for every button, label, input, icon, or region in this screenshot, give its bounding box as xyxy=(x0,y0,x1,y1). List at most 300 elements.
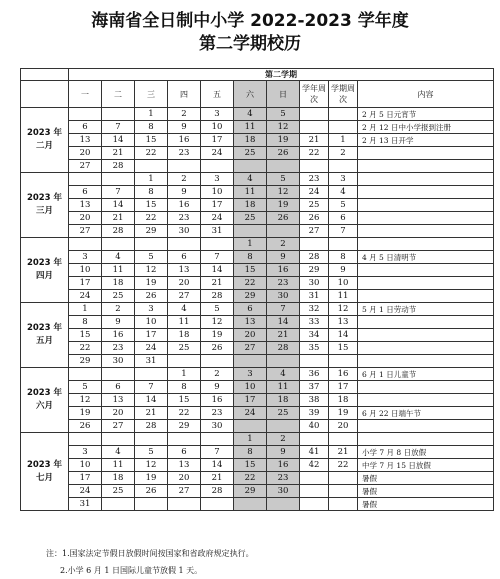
school-week-cell: 41 xyxy=(300,446,329,459)
day-cell: 26 xyxy=(135,290,168,303)
day-cell xyxy=(267,355,300,368)
day-cell: 5 xyxy=(267,108,300,121)
day-cell: 1 xyxy=(135,173,168,186)
day-cell: 28 xyxy=(267,342,300,355)
day-cell xyxy=(267,420,300,433)
day-cell: 22 xyxy=(234,277,267,290)
table-row xyxy=(21,407,494,420)
day-cell: 10 xyxy=(234,381,267,394)
day-cell: 2 xyxy=(267,238,300,251)
day-cell: 25 xyxy=(102,290,135,303)
content-cell xyxy=(358,212,494,225)
term-week-cell: 7 xyxy=(329,225,358,238)
day-cell xyxy=(69,433,102,446)
day-cell: 27 xyxy=(168,290,201,303)
day-cell: 21 xyxy=(267,329,300,342)
day-cell xyxy=(267,225,300,238)
term-week-cell: 8 xyxy=(329,251,358,264)
content-cell: 6 月 1 日儿童节 xyxy=(358,368,494,381)
day-cell: 11 xyxy=(102,264,135,277)
content-cell xyxy=(358,394,494,407)
day-cell: 5 xyxy=(201,303,234,316)
day-cell: 9 xyxy=(168,121,201,134)
footnote-2: 2.小学 6 月 1 日国际儿童节放假 1 天。 xyxy=(60,566,203,575)
day-cell: 30 xyxy=(267,290,300,303)
day-cell: 23 xyxy=(201,407,234,420)
day-cell: 20 xyxy=(168,472,201,485)
day-cell: 7 xyxy=(102,186,135,199)
day-cell: 18 xyxy=(102,472,135,485)
content-cell xyxy=(358,186,494,199)
day-cell: 27 xyxy=(234,342,267,355)
month-label: 2023 年 七月 xyxy=(21,433,69,511)
weekday-header-mon: 一 xyxy=(69,81,102,108)
day-cell: 10 xyxy=(201,121,234,134)
day-cell: 29 xyxy=(168,420,201,433)
day-cell: 11 xyxy=(168,316,201,329)
day-cell: 6 xyxy=(69,186,102,199)
school-week-cell: 34 xyxy=(300,329,329,342)
table-row xyxy=(21,316,494,329)
day-cell: 15 xyxy=(135,134,168,147)
term-week-header: 学期周次 xyxy=(329,81,358,108)
content-cell xyxy=(358,173,494,186)
day-cell: 23 xyxy=(102,342,135,355)
term-week-cell: 20 xyxy=(329,420,358,433)
footnotes xyxy=(46,545,254,579)
term-week-cell: 15 xyxy=(329,342,358,355)
day-cell: 19 xyxy=(135,277,168,290)
term-week-cell xyxy=(329,433,358,446)
school-week-cell: 30 xyxy=(300,277,329,290)
day-cell xyxy=(69,238,102,251)
term-week-cell: 4 xyxy=(329,186,358,199)
day-cell: 11 xyxy=(102,459,135,472)
day-cell: 7 xyxy=(201,446,234,459)
day-cell: 20 xyxy=(168,277,201,290)
day-cell: 9 xyxy=(168,186,201,199)
day-cell: 17 xyxy=(234,394,267,407)
month-header xyxy=(21,81,69,108)
day-cell: 17 xyxy=(201,199,234,212)
day-cell: 30 xyxy=(267,485,300,498)
day-cell: 25 xyxy=(234,147,267,160)
table-row xyxy=(21,303,494,316)
term-week-cell: 9 xyxy=(329,264,358,277)
school-week-cell: 26 xyxy=(300,212,329,225)
day-cell: 19 xyxy=(69,407,102,420)
day-cell: 10 xyxy=(69,459,102,472)
school-week-cell: 24 xyxy=(300,186,329,199)
day-cell xyxy=(102,173,135,186)
day-cell: 9 xyxy=(267,446,300,459)
day-cell: 22 xyxy=(135,147,168,160)
day-cell: 14 xyxy=(135,394,168,407)
day-cell: 2 xyxy=(168,108,201,121)
school-week-cell: 33 xyxy=(300,316,329,329)
day-cell: 28 xyxy=(201,485,234,498)
day-cell: 11 xyxy=(267,381,300,394)
table-row xyxy=(21,277,494,290)
day-cell: 14 xyxy=(102,199,135,212)
school-week-cell: 29 xyxy=(300,264,329,277)
content-cell: 2 月 13 日开学 xyxy=(358,134,494,147)
day-cell: 3 xyxy=(201,108,234,121)
day-cell: 8 xyxy=(135,121,168,134)
day-cell: 20 xyxy=(69,147,102,160)
day-cell: 12 xyxy=(201,316,234,329)
day-cell: 8 xyxy=(168,381,201,394)
table-row xyxy=(21,108,494,121)
day-cell: 24 xyxy=(201,212,234,225)
school-week-cell xyxy=(300,355,329,368)
table-row xyxy=(21,368,494,381)
day-cell xyxy=(102,433,135,446)
day-cell: 7 xyxy=(267,303,300,316)
day-cell: 24 xyxy=(69,290,102,303)
table-row xyxy=(21,290,494,303)
day-cell: 21 xyxy=(201,277,234,290)
table-row xyxy=(21,173,494,186)
day-cell: 17 xyxy=(201,134,234,147)
day-cell: 22 xyxy=(168,407,201,420)
term-week-cell xyxy=(329,485,358,498)
school-week-cell xyxy=(300,433,329,446)
day-cell: 16 xyxy=(267,459,300,472)
footnote-1: 注：1.国家法定节假日放假时间按国家和省政府规定执行。 xyxy=(46,549,254,558)
day-cell xyxy=(168,433,201,446)
content-cell: 2 月 12 日中小学报到注册 xyxy=(358,121,494,134)
table-row xyxy=(21,160,494,173)
day-cell: 5 xyxy=(267,173,300,186)
table-row xyxy=(21,355,494,368)
day-cell: 2 xyxy=(168,173,201,186)
day-cell: 23 xyxy=(267,472,300,485)
table-row xyxy=(21,238,494,251)
day-cell: 27 xyxy=(168,485,201,498)
day-cell: 25 xyxy=(267,407,300,420)
term-week-cell: 12 xyxy=(329,303,358,316)
content-cell: 小学 7 月 8 日放假 xyxy=(358,446,494,459)
day-cell xyxy=(267,160,300,173)
day-cell: 4 xyxy=(267,368,300,381)
weekday-header-fri: 五 xyxy=(201,81,234,108)
page-title: 海南省全日制中小学 2022-2023 学年度 xyxy=(91,11,409,31)
day-cell xyxy=(234,498,267,511)
term-week-cell xyxy=(329,108,358,121)
day-cell xyxy=(234,420,267,433)
day-cell: 1 xyxy=(135,108,168,121)
day-cell: 8 xyxy=(135,186,168,199)
day-cell: 12 xyxy=(267,121,300,134)
day-cell: 29 xyxy=(135,225,168,238)
day-cell: 24 xyxy=(69,485,102,498)
day-cell: 1 xyxy=(234,433,267,446)
day-cell xyxy=(201,160,234,173)
table-row xyxy=(21,212,494,225)
day-cell xyxy=(135,160,168,173)
day-cell xyxy=(102,238,135,251)
day-cell: 6 xyxy=(168,251,201,264)
day-cell: 25 xyxy=(168,342,201,355)
school-week-cell xyxy=(300,472,329,485)
day-cell: 17 xyxy=(69,277,102,290)
day-cell: 8 xyxy=(69,316,102,329)
day-cell: 17 xyxy=(135,329,168,342)
day-cell xyxy=(168,238,201,251)
day-cell xyxy=(234,225,267,238)
school-week-cell: 23 xyxy=(300,173,329,186)
day-cell: 6 xyxy=(69,121,102,134)
day-cell: 3 xyxy=(201,173,234,186)
content-cell: 中学 7 月 15 日放假 xyxy=(358,459,494,472)
school-week-cell xyxy=(300,160,329,173)
day-cell: 13 xyxy=(69,199,102,212)
day-cell: 15 xyxy=(234,264,267,277)
school-week-cell xyxy=(300,108,329,121)
content-cell: 暑假 xyxy=(358,472,494,485)
day-cell: 6 xyxy=(168,446,201,459)
day-cell: 29 xyxy=(69,355,102,368)
school-calendar-table xyxy=(20,68,494,511)
day-cell: 21 xyxy=(102,147,135,160)
school-week-header: 学年周次 xyxy=(300,81,329,108)
day-cell: 26 xyxy=(267,147,300,160)
day-cell: 13 xyxy=(69,134,102,147)
content-cell xyxy=(358,277,494,290)
day-cell: 13 xyxy=(168,459,201,472)
day-cell: 18 xyxy=(267,394,300,407)
term-week-cell: 22 xyxy=(329,459,358,472)
content-cell: 暑假 xyxy=(358,498,494,511)
day-cell: 16 xyxy=(168,134,201,147)
day-cell: 4 xyxy=(234,108,267,121)
content-cell xyxy=(358,433,494,446)
day-cell: 12 xyxy=(135,459,168,472)
day-cell xyxy=(69,108,102,121)
table-row xyxy=(21,394,494,407)
content-cell: 6 月 22 日端午节 xyxy=(358,407,494,420)
day-cell: 1 xyxy=(234,238,267,251)
table-row xyxy=(21,186,494,199)
school-week-cell xyxy=(300,238,329,251)
day-cell: 19 xyxy=(267,199,300,212)
month-label: 2023 年 六月 xyxy=(21,368,69,433)
day-cell: 18 xyxy=(168,329,201,342)
school-week-cell: 22 xyxy=(300,147,329,160)
day-cell: 30 xyxy=(102,355,135,368)
content-header: 内容 xyxy=(358,81,494,108)
school-week-cell: 25 xyxy=(300,199,329,212)
day-cell: 20 xyxy=(102,407,135,420)
term-week-cell: 10 xyxy=(329,277,358,290)
table-row xyxy=(21,121,494,134)
term-week-cell: 13 xyxy=(329,316,358,329)
day-cell: 30 xyxy=(201,420,234,433)
day-cell: 13 xyxy=(234,316,267,329)
day-cell: 4 xyxy=(168,303,201,316)
term-week-cell: 5 xyxy=(329,199,358,212)
day-cell: 5 xyxy=(69,381,102,394)
month-label: 2023 年 四月 xyxy=(21,238,69,303)
day-cell: 28 xyxy=(201,290,234,303)
term-week-cell xyxy=(329,472,358,485)
school-week-cell xyxy=(300,121,329,134)
term-week-cell xyxy=(329,355,358,368)
term-week-cell xyxy=(329,121,358,134)
day-cell: 28 xyxy=(102,225,135,238)
day-cell: 31 xyxy=(135,355,168,368)
day-cell xyxy=(69,173,102,186)
content-cell xyxy=(358,381,494,394)
day-cell: 20 xyxy=(69,212,102,225)
table-row xyxy=(21,459,494,472)
day-cell: 12 xyxy=(135,264,168,277)
content-cell xyxy=(358,199,494,212)
day-cell: 21 xyxy=(135,407,168,420)
day-cell: 8 xyxy=(234,446,267,459)
day-cell: 7 xyxy=(102,121,135,134)
content-cell xyxy=(358,420,494,433)
day-cell: 24 xyxy=(201,147,234,160)
day-cell: 21 xyxy=(201,472,234,485)
day-cell xyxy=(102,108,135,121)
day-cell: 14 xyxy=(267,316,300,329)
day-cell: 7 xyxy=(201,251,234,264)
content-cell: 2 月 5 日元宵节 xyxy=(358,108,494,121)
day-cell: 9 xyxy=(267,251,300,264)
day-cell: 1 xyxy=(168,368,201,381)
weekday-header-sun: 日 xyxy=(267,81,300,108)
table-row xyxy=(21,329,494,342)
school-week-cell: 36 xyxy=(300,368,329,381)
day-cell xyxy=(234,160,267,173)
corner-cell xyxy=(21,69,69,81)
page-subtitle: 第二学期校历 xyxy=(199,34,301,54)
table-row xyxy=(21,251,494,264)
term-week-cell: 11 xyxy=(329,290,358,303)
day-cell: 2 xyxy=(102,303,135,316)
day-cell: 24 xyxy=(135,342,168,355)
day-cell: 15 xyxy=(168,394,201,407)
day-cell: 10 xyxy=(135,316,168,329)
day-cell: 15 xyxy=(69,329,102,342)
content-cell: 4 月 5 日清明节 xyxy=(358,251,494,264)
day-cell xyxy=(267,498,300,511)
day-cell xyxy=(201,355,234,368)
table-row xyxy=(21,498,494,511)
day-cell xyxy=(234,355,267,368)
day-cell xyxy=(201,238,234,251)
content-cell xyxy=(358,290,494,303)
weekday-header-wed: 三 xyxy=(135,81,168,108)
day-cell: 19 xyxy=(267,134,300,147)
term-week-cell xyxy=(329,160,358,173)
month-label: 2023 年 三月 xyxy=(21,173,69,238)
day-cell: 26 xyxy=(135,485,168,498)
day-cell: 26 xyxy=(201,342,234,355)
content-cell xyxy=(358,355,494,368)
day-cell: 16 xyxy=(267,264,300,277)
weekday-header-tue: 二 xyxy=(102,81,135,108)
table-row xyxy=(21,485,494,498)
semester-label: 第二学期 xyxy=(69,69,494,81)
term-week-cell: 17 xyxy=(329,381,358,394)
school-week-cell: 39 xyxy=(300,407,329,420)
school-week-cell: 31 xyxy=(300,290,329,303)
term-week-cell xyxy=(329,238,358,251)
table-row xyxy=(21,264,494,277)
school-week-cell: 28 xyxy=(300,251,329,264)
day-cell: 12 xyxy=(69,394,102,407)
school-week-cell xyxy=(300,485,329,498)
day-cell: 16 xyxy=(168,199,201,212)
table-row xyxy=(21,446,494,459)
day-cell xyxy=(168,355,201,368)
table-row xyxy=(21,472,494,485)
day-cell: 29 xyxy=(234,485,267,498)
day-cell: 11 xyxy=(234,186,267,199)
day-cell: 27 xyxy=(69,225,102,238)
day-cell xyxy=(168,160,201,173)
day-cell: 12 xyxy=(267,186,300,199)
day-cell: 18 xyxy=(234,134,267,147)
day-cell: 22 xyxy=(135,212,168,225)
day-cell: 18 xyxy=(102,277,135,290)
day-cell: 23 xyxy=(168,212,201,225)
day-cell: 23 xyxy=(267,277,300,290)
table-row xyxy=(21,381,494,394)
day-cell xyxy=(69,368,102,381)
table-row xyxy=(21,199,494,212)
day-cell: 6 xyxy=(102,381,135,394)
table-row xyxy=(21,147,494,160)
content-cell xyxy=(358,264,494,277)
day-cell: 15 xyxy=(135,199,168,212)
day-cell: 16 xyxy=(102,329,135,342)
day-cell: 14 xyxy=(201,264,234,277)
day-cell: 22 xyxy=(234,472,267,485)
day-cell: 3 xyxy=(69,446,102,459)
day-cell xyxy=(135,368,168,381)
day-cell: 2 xyxy=(201,368,234,381)
day-cell: 3 xyxy=(69,251,102,264)
school-week-cell: 40 xyxy=(300,420,329,433)
term-week-cell: 1 xyxy=(329,134,358,147)
school-week-cell: 32 xyxy=(300,303,329,316)
day-cell: 6 xyxy=(234,303,267,316)
day-cell: 13 xyxy=(102,394,135,407)
day-cell: 4 xyxy=(102,251,135,264)
day-cell: 28 xyxy=(135,420,168,433)
day-cell: 23 xyxy=(168,147,201,160)
term-week-cell: 6 xyxy=(329,212,358,225)
content-cell xyxy=(358,238,494,251)
term-week-cell: 18 xyxy=(329,394,358,407)
day-cell: 24 xyxy=(234,407,267,420)
day-cell: 5 xyxy=(135,251,168,264)
day-cell: 31 xyxy=(69,498,102,511)
day-cell: 13 xyxy=(168,264,201,277)
day-cell: 5 xyxy=(135,446,168,459)
day-cell: 8 xyxy=(234,251,267,264)
term-week-cell: 3 xyxy=(329,173,358,186)
day-cell: 19 xyxy=(201,329,234,342)
term-week-cell xyxy=(329,498,358,511)
school-week-cell: 21 xyxy=(300,134,329,147)
day-cell xyxy=(135,433,168,446)
school-week-cell xyxy=(300,498,329,511)
